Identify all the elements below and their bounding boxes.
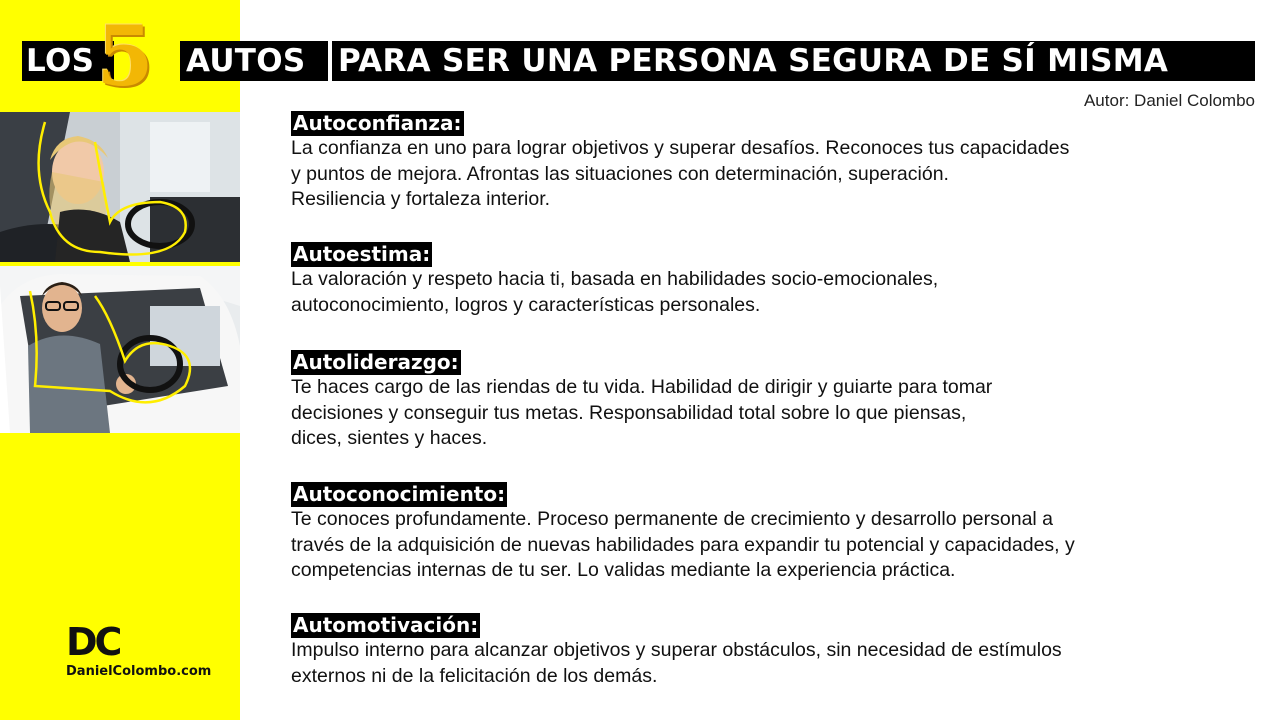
section-line: externos ni de la felicitación de los demás.	[291, 664, 658, 687]
section-line: competencias internas de tu ser. Lo validas mediante la experiencia práctica.	[291, 559, 956, 581]
woman-driving-photo	[0, 112, 240, 262]
section-line: La confianza en uno para lograr objetivos y superar desafíos. Reconoces tus capacidades	[291, 137, 1070, 159]
brand-logo	[66, 620, 212, 679]
section-body	[291, 375, 1261, 452]
section-line: Te haces cargo de las riendas de tu vida. Habilidad de dirigir y guiarte para tomar	[291, 376, 993, 398]
section-body	[291, 507, 1261, 584]
logo-mark: DC	[66, 620, 120, 664]
section-line: La valoración y respeto hacia ti, basada en habilidades socio-emocionales,	[291, 268, 939, 290]
title-rest: PARA SER UNA PERSONA SEGURA DE SÍ MISMA	[332, 41, 1255, 81]
section-body	[291, 638, 1261, 689]
section-autoliderazgo	[291, 350, 1261, 452]
section-autoconfianza	[291, 111, 1261, 213]
section-line: Te conoces profundamente. Proceso permanente de crecimiento y desarrollo personal a	[291, 508, 1054, 530]
section-autoestima	[291, 242, 1261, 318]
section-title: Autoconocimiento:	[293, 482, 506, 506]
section-line: dices, sientes y haces.	[291, 427, 488, 449]
section-line: autoconocimiento, logros y características personales.	[291, 293, 761, 316]
section-body	[291, 267, 1261, 318]
man-thumbs-up-car-photo	[0, 266, 240, 433]
section-automotivacion	[291, 613, 1261, 689]
section-title: Autoestima:	[293, 242, 431, 266]
section-autoconocimiento	[291, 482, 1261, 584]
section-line: y puntos de mejora. Afrontas las situaciones con determinación, superación.	[291, 162, 949, 185]
section-title: Autoconfianza:	[293, 111, 462, 135]
section-line: Resiliencia y fortaleza interior.	[291, 188, 551, 210]
author-credit: Autor: Daniel Colombo	[1083, 91, 1255, 110]
title-los: LOS	[22, 41, 114, 81]
title-number-five: 5	[96, 9, 154, 105]
title-autos: AUTOS	[180, 41, 328, 81]
title-bar	[22, 41, 1255, 81]
section-line: decisiones y conseguir tus metas. Responsabilidad total sobre lo que piensas,	[291, 401, 967, 424]
section-title: Autoliderazgo:	[293, 350, 459, 374]
section-title: Automotivación:	[293, 613, 479, 637]
section-line: Impulso interno para alcanzar objetivos y superar obstáculos, sin necesidad de estímulos	[291, 639, 1062, 661]
section-line: través de la adquisición de nuevas habilidades para expandir tu potencial y capacidades, y	[291, 533, 1075, 556]
section-body	[291, 136, 1261, 213]
logo-url: DanielColombo.com	[66, 664, 212, 679]
